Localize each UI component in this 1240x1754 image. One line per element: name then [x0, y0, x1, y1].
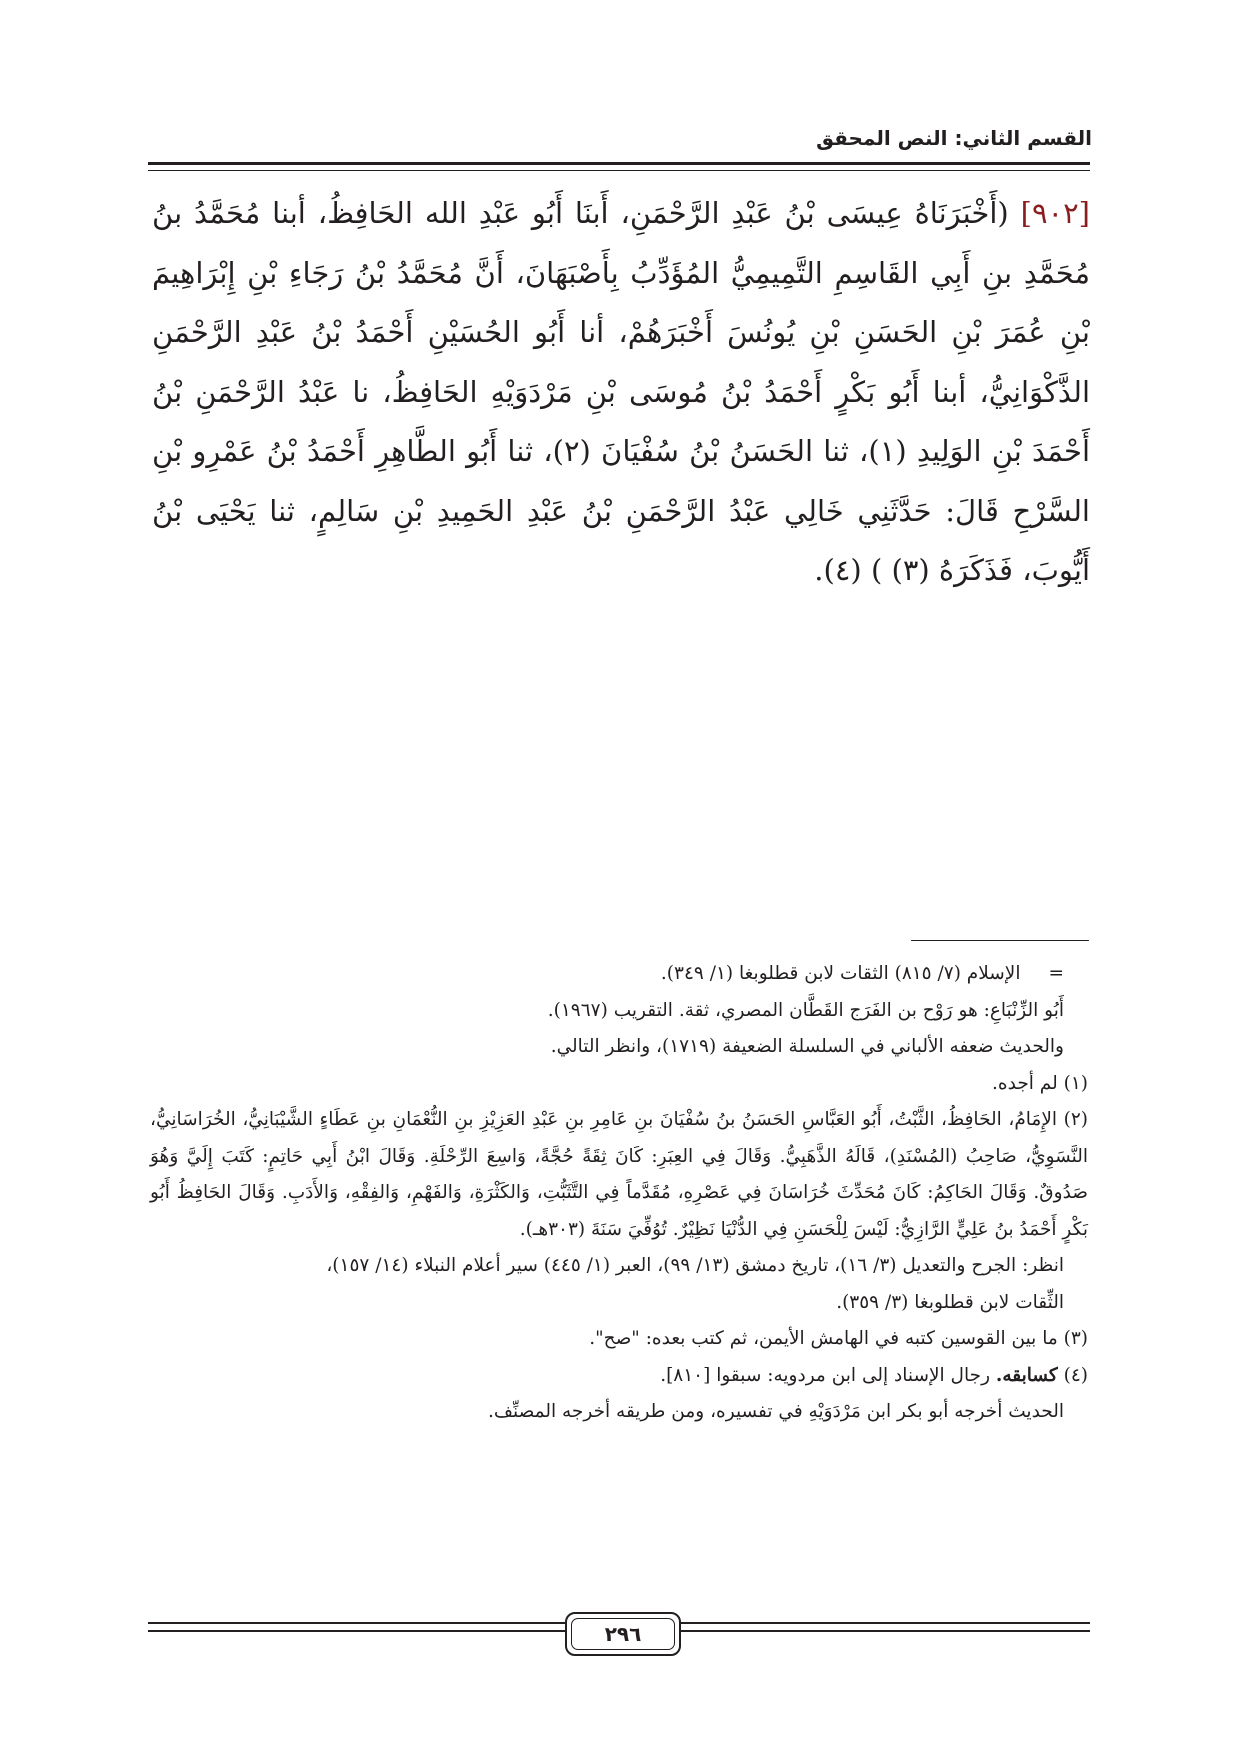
- footnote-4-line-2: الحديث أخرجه أبو بكر ابن مَرْدَوَيْهِ في تفسيره، ومن طريقه أخرجه المصنِّف.: [488, 1401, 1064, 1422]
- footnote-continuation-1: =الإسلام (٧/ ٨١٥) الثقات لابن قطلوبغا (١/ ٣٤٩).: [660, 963, 1064, 984]
- footnote-4: (٤) كسابقه. رجال الإسناد إلى ابن مردويه: سبقوا [٨١٠].: [660, 1364, 1088, 1386]
- footnote-2-refs-2: الثِّقات لابن قطلوبغا (٣/ ٣٥٩).: [836, 1291, 1064, 1313]
- footnotes: [150, 956, 1088, 1431]
- footnote-continuation-2: أَبُو الزِّنْبَاعِ: هو رَوْح بن الفَرَج القَطَّان المصري، ثقة. التقريب (١٩٦٧).: [547, 999, 1064, 1021]
- footnote-2-refs-1: انظر: الجرح والتعديل (٣/ ١٦)، تاريخ دمشق (١٣/ ٩٩)، العبر (١/ ٤٤٥) سير أعلام النبلاء (١٤/ ١٥٧)،: [326, 1255, 1064, 1276]
- header-rule-thick: [148, 162, 1090, 165]
- header-rule-thin: [148, 170, 1090, 171]
- running-header: القسم الثاني: النص المحقق: [816, 126, 1092, 150]
- continuation-mark: =: [1048, 963, 1064, 984]
- page-number-box: [565, 1612, 681, 1656]
- hadith-number: [٩٠٢]: [1020, 196, 1090, 230]
- footnote-separator: [911, 940, 1089, 941]
- footnote-continuation-3: والحديث ضعفه الألباني في السلسلة الضعيفة (١٧١٩)، وانظر التالي.: [550, 1036, 1064, 1057]
- page-number: ٢٩٦: [571, 1618, 675, 1650]
- hadith-text: (أَخْبَرَنَاهُ عِيسَى بْنُ عَبْدِ الرَّحْمَنِ، أَبنَا أَبُو عَبْدِ الله الحَافِظُ، أبنا مُحَمَّدُ بنُ مُحَمَّدِ بنِ أَبِي القَاسِمِ التَّمِيمِيُّ المُؤَدِّبُ بِأَصْبَهَانَ، أَنَّ مُحَمَّدُ بْنُ رَجَاءِ بْنِ إِبْرَاهِيمَ بْنِ عُمَرَ بْنِ الحَسَنِ بْنِ يُونُسَ أَخْبَرَهُمْ، أنا أَبُو الحُسَيْنِ أَحْمَدُ بْنُ عَبْدِ الرَّحْمَنِ الذَّكْوَانِيُّ، أبنا أَبُو بَكْرٍ أَحْمَدُ بْنُ مُوسَى بْنِ مَرْدَوَيْهِ الحَافِظُ، نا عَبْدُ الرَّحْمَنِ بْنُ أَحْمَدَ بْنِ الوَلِيدِ (١)، ثنا الحَسَنُ بْنُ سُفْيَانَ (٢)، ثنا أَبُو الطَّاهِرِ أَحْمَدُ بْنُ عَمْرِو بْنِ السَّرْحِ قَالَ: حَدَّثَنِي خَالِي عَبْدُ الرَّحْمَنِ بْنُ عَبْدِ الحَمِيدِ بْنِ سَالِمٍ، ثنا يَحْيَى بْنُ أَيُّوبَ، فَذَكَرَهُ (٣) ) (٤).: [152, 196, 1091, 587]
- footnote-3: (٣) ما بين القوسين كتبه في الهامش الأيمن، ثم كتب بعده: "صح".: [589, 1328, 1088, 1349]
- hadith-text-block: [152, 184, 1090, 601]
- footnote-2: (٢) الإِمَامُ، الحَافِظُ، الثَّبْتُ، أَبُو العَبَّاسِ الحَسَنُ بنُ سُفْيَانَ بنِ عَامِرِ بنِ عَبْدِ العَزِيْزِ بنِ النُّعْمَانِ بنِ عَطَاءٍ الشَّيْبَانِيُّ، الخُرَاسَانِيُّ، النَّسَوِيُّ، صَاحِبُ (المُسْنَدِ)، قَالَهُ الذَّهَبِيُّ. وَقَالَ فِي العِبَرِ: كَانَ ثِقَةً حُجَّةً، وَاسِعَ الرِّحْلَةِ. وَقَالَ ابْنُ أَبِي حَاتِمٍ: كَتَبَ إِلَيَّ وَهُوَ صَدُوقٌ. وَقَالَ الحَاكِمُ: كَانَ مُحَدِّثَ خُرَاسَانَ فِي عَصْرِهِ، مُقَدَّماً فِي التَّثَبُّتِ، وَالكَثْرَةِ، وَالفَهْمِ، وَالفِقْهِ، وَالأَدَبِ. وَقَالَ الحَافِظُ أَبُو بَكْرٍ أَحْمَدُ بنُ عَلِيٍّ الرَّازِيُّ: لَيْسَ لِلْحَسَنِ فِي الدُّنْيَا نَظِيْرٌ. تُوُفِّيَ سَنَةَ (٣٠٣هـ).: [150, 1109, 1088, 1240]
- footnote-1: (١) لم أجده.: [992, 1072, 1088, 1094]
